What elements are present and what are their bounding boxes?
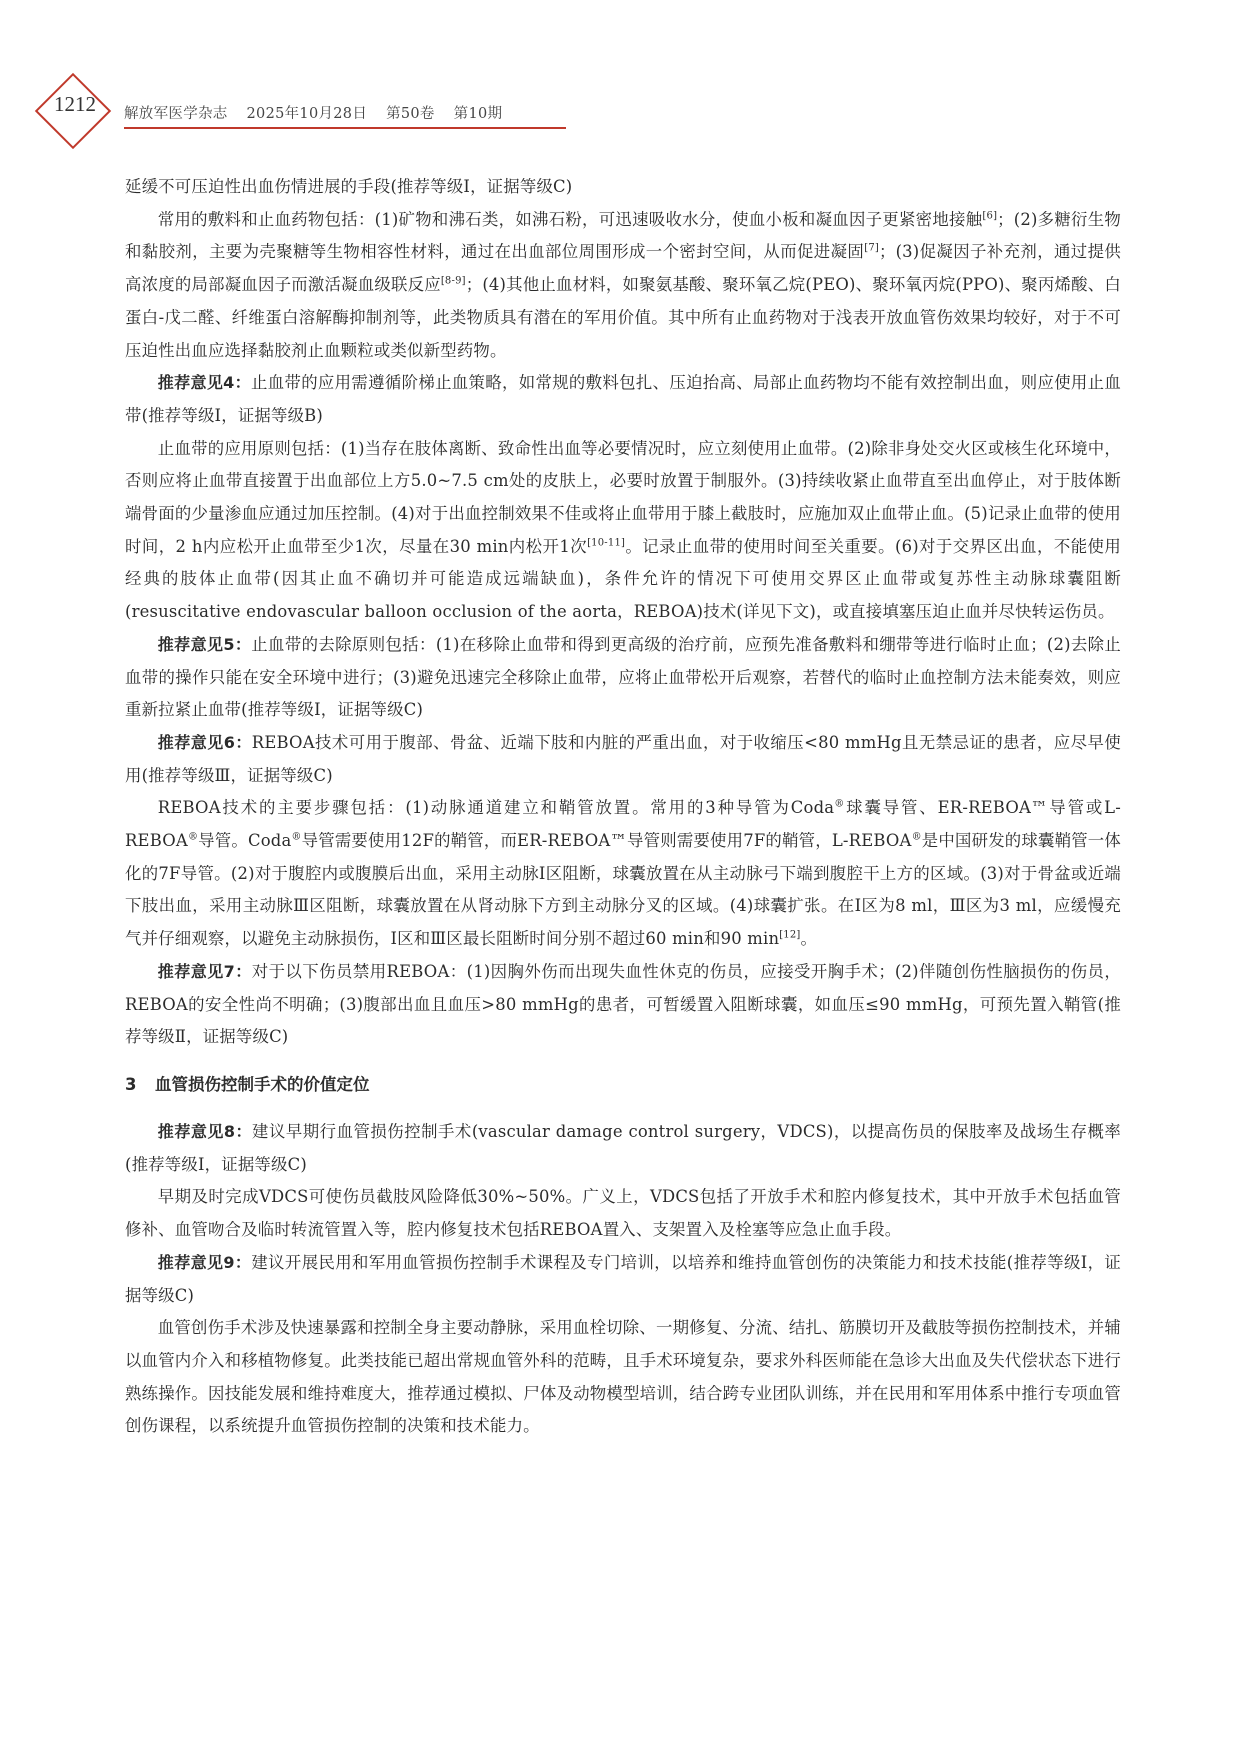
journal-info bbox=[124, 102, 516, 123]
recommendation-5: 推荐意见5：止血带的去除原则包括：(1)在移除止血带和得到更高级的治疗前，应预先准备敷料和绷带等进行临时止血；(2)去除止血带的操作只能在安全环境中进行；(3)避免迅速完全移除止血带，应将止血带松开后观察，若替代的临时止血控制方法未能奏效，则应重新拉紧止血带(推荐等级Ⅰ，证据等级C) bbox=[125, 634, 1121, 720]
citation[interactable]: [12] bbox=[779, 929, 801, 941]
recommendation-label: 推荐意见5： bbox=[157, 634, 252, 654]
recommendation-8: 推荐意见8：建议早期行血管损伤控制手术(vascular damage control surgery，VDCS)，以提高伤员的保肢率及战场生存概率(推荐等级Ⅰ，证据等级C) bbox=[125, 1121, 1121, 1174]
recommendation-7: 推荐意见7：对于以下伤员禁用REBOA：(1)因胸外伤而出现失血性休克的伤员，应接受开胸手术；(2)伴随创伤性脑损伤的伤员，REBOA的安全性尚不明确；(3)腹部出血且血压>80 mmHg的患者，可暂缓置入阻断球囊，如血压≤90 mmHg，可预先置入鞘管(推荐等级Ⅱ，证据等级C) bbox=[125, 961, 1121, 1047]
journal-name: 解放军医学杂志 bbox=[124, 106, 228, 122]
section-number: 3 bbox=[125, 1074, 137, 1094]
page-number: 1212 bbox=[54, 92, 96, 116]
section-title: 血管损伤控制手术的价值定位 bbox=[155, 1074, 370, 1094]
citation[interactable]: [10-11] bbox=[587, 537, 626, 549]
article-body bbox=[125, 171, 1121, 1443]
recommendation-6: 推荐意见6：REBOA技术可用于腹部、骨盆、近端下肢和内脏的严重出血，对于收缩压<80 mmHg且无禁忌证的患者，应尽早使用(推荐等级Ⅲ，证据等级C) bbox=[125, 732, 1121, 785]
registered-mark: ® bbox=[911, 831, 922, 843]
citation[interactable]: [8-9] bbox=[440, 275, 466, 287]
paragraph: 延缓不可压迫性出血伤情进展的手段(推荐等级Ⅰ，证据等级C) bbox=[125, 177, 573, 196]
paragraph: 血管创伤手术涉及快速暴露和控制全身主要动静脉，采用血栓切除、一期修复、分流、结扎、筋膜切开及截肢等损伤控制技术，并辅以血管内介入和移植物修复。此类技能已超出常规血管外科的范畴，且手术环境复杂，要求外科医师能在急诊大出血及失代偿状态下进行熟练操作。因技能发展和维持难度大，推荐通过模拟、尸体及动物模型培训，结合跨专业团队训练，并在民用和军用体系中推行专项血管创伤课程，以系统提升血管损伤控制的决策和技术能力。 bbox=[125, 1318, 1121, 1436]
recommendation-4: 推荐意见4：止血带的应用需遵循阶梯止血策略，如常规的敷料包扎、压迫抬高、局部止血药物均不能有效控制出血，则应使用止血带(推荐等级Ⅰ，证据等级B) bbox=[125, 373, 1121, 425]
running-header bbox=[40, 74, 540, 144]
recommendation-label: 推荐意见9： bbox=[157, 1252, 252, 1272]
recommendation-label: 推荐意见8： bbox=[157, 1121, 253, 1141]
section-heading bbox=[125, 1064, 1121, 1106]
paragraph: REBOA技术的主要步骤包括：(1)动脉通道建立和鞘管放置。常用的3种导管为Coda®球囊导管、ER-REBOA™导管或L-REBOA®导管。Coda®导管需要使用12F的鞘管，而ER-REBOA™导管则需要使用7F的鞘管，L-REBOA®是中国研发的球囊鞘管一体化的7F导管。(2)对于腹腔内或腹膜后出血，采用主动脉Ⅰ区阻断，球囊放置在从主动脉弓下端到腹腔干上方的区域。(3)对于骨盆或近端下肢出血，采用主动脉Ⅲ区阻断，球囊放置在从肾动脉下方到主动脉分叉的区域。(4)球囊扩张。在Ⅰ区为8 ml，Ⅲ区为3 ml，应缓慢充气并仔细观察，以避免主动脉损伤，Ⅰ区和Ⅲ区最长阻断时间分别不超过60 min和90 min[12]。 bbox=[125, 798, 1121, 949]
header-rule bbox=[124, 127, 566, 129]
registered-mark: ® bbox=[291, 831, 302, 843]
citation[interactable]: [7] bbox=[864, 242, 879, 254]
recommendation-label: 推荐意见7： bbox=[157, 961, 252, 981]
volume: 第50卷 bbox=[386, 106, 435, 122]
paragraph: 止血带的应用原则包括：(1)当存在肢体离断、致命性出血等必要情况时，应立刻使用止血带。(2)除非身处交火区或核生化环境中，否则应将止血带直接置于出血部位上方5.0~7.5 cm处的皮肤上，必要时放置于制服外。(3)持续收紧止血带直至出血停止，对于肢体断端骨面的少量渗血应通过加压控制。(4)对于出血控制效果不佳或将止血带用于膝上截肢时，应施加双止血带止血。(5)记录止血带的使用时间，2 h内应松开止血带至少1次，尽量在30 min内松开1次[10-11]。记录止血带的使用时间至关重要。(6)对于交界区出血，不能使用经典的肢体止血带(因其止血不确切并可能造成远端缺血)，条件允许的情况下可使用交界区止血带或复苏性主动脉球囊阻断(resuscitative endovascular balloon occlusion of the aorta，REBOA)技术(详见下文)，或直接填塞压迫止血并尽快转运伤员。 bbox=[125, 438, 1121, 622]
recommendation-9: 推荐意见9：建议开展民用和军用血管损伤控制手术课程及专门培训，以培养和维持血管创伤的决策能力和技术技能(推荐等级Ⅰ，证据等级C) bbox=[125, 1252, 1121, 1305]
issue: 第10期 bbox=[453, 106, 503, 122]
registered-mark: ® bbox=[187, 831, 199, 843]
recommendation-label: 推荐意见4： bbox=[157, 373, 251, 393]
recommendation-label: 推荐意见6： bbox=[157, 732, 252, 752]
registered-mark: ® bbox=[834, 798, 845, 810]
citation[interactable]: [6] bbox=[982, 210, 998, 222]
paragraph: 常用的敷料和止血药物包括：(1)矿物和沸石类，如沸石粉，可迅速吸收水分，使血小板和凝血因子更紧密地接触[6]；(2)多糖衍生物和黏胶剂，主要为壳聚糖等生物相容性材料，通过在出血部位周围形成一个密封空间，从而促进凝固[7]；(3)促凝因子补充剂，通过提供高浓度的局部凝血因子而激活凝血级联反应[8-9]；(4)其他止血材料，如聚氨基酸、聚环氧乙烷(PEO)、聚环氧丙烷(PPO)、聚丙烯酸、白蛋白-戊二醛、纤维蛋白溶解酶抑制剂等，此类物质具有潜在的军用价值。其中所有止血药物对于浅表开放血管伤效果均较好，对于不可压迫性出血应选择黏胶剂止血颗粒或类似新型药物。 bbox=[125, 209, 1121, 360]
paragraph: 早期及时完成VDCS可使伤员截肢风险降低30%~50%。广义上，VDCS包括了开放手术和腔内修复技术，其中开放手术包括血管修补、血管吻合及临时转流管置入等，腔内修复技术包括REBOA置入、支架置入及栓塞等应急止血手段。 bbox=[125, 1187, 1121, 1240]
issue-date: 2025年10月28日 bbox=[246, 106, 368, 122]
